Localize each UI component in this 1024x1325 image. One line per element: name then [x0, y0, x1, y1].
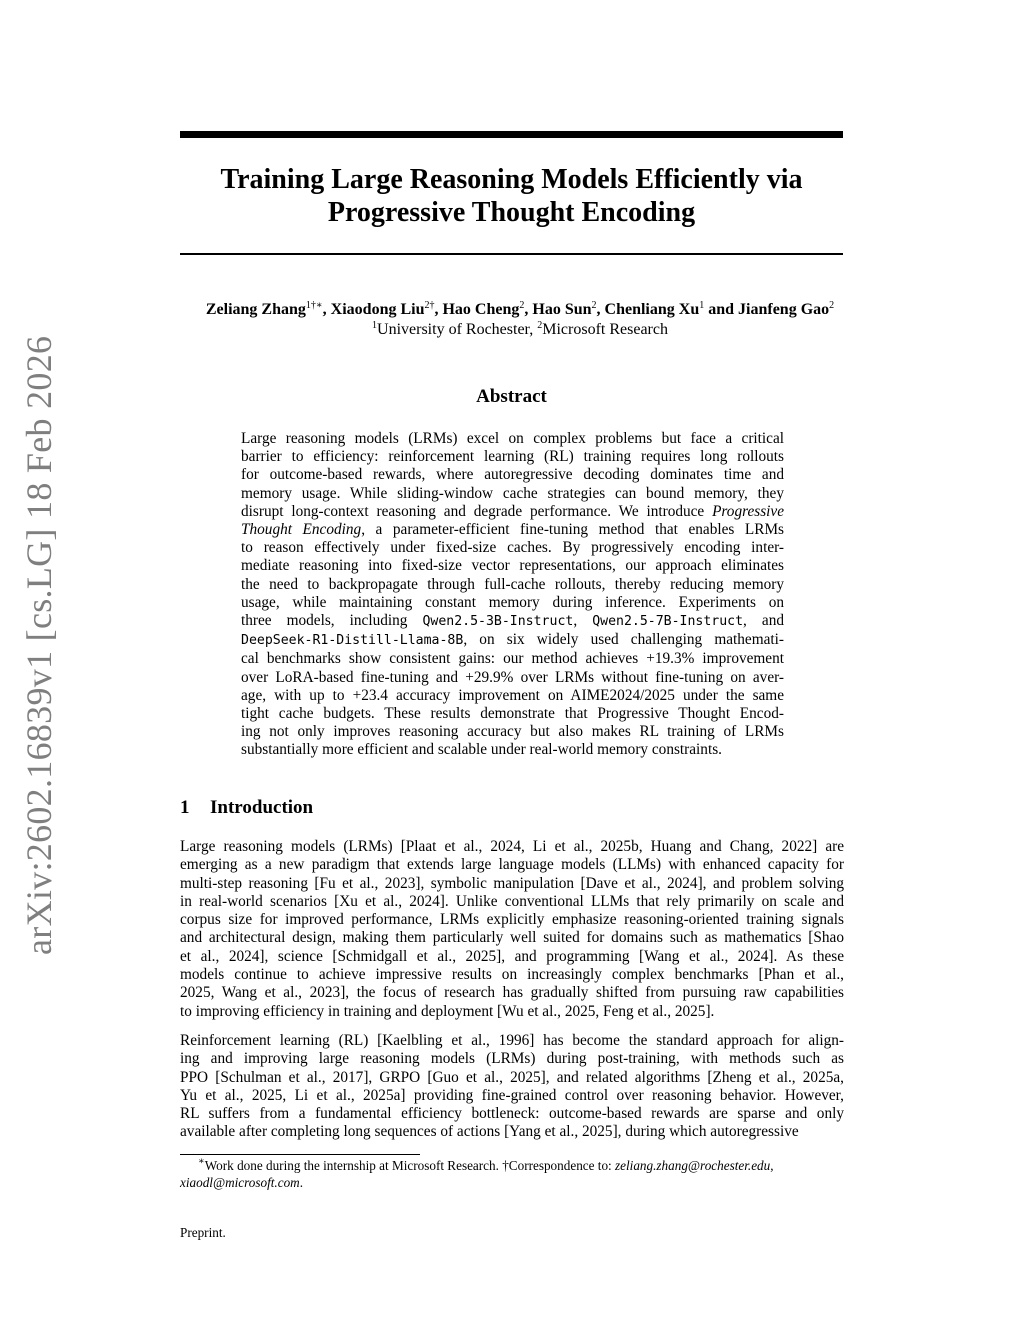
abstract-text: , — [573, 612, 593, 630]
abstract-line — [241, 669, 784, 687]
abstract-text: , a parameter-efficient fine-tuning method that enables LRMs — [361, 521, 784, 539]
footnote-text: ∗ — [198, 1156, 205, 1167]
footnote-text: . — [299, 1175, 303, 1190]
abstract-text: substantially more efficient and scalable under real-world memory constraints. — [241, 741, 722, 759]
title-line: Training Large Reasoning Models Efficiently via — [220, 164, 803, 195]
abstract-line — [241, 576, 784, 594]
author-affiliation-mark: 1†∗ — [305, 300, 323, 311]
abstract-line — [241, 466, 784, 484]
paragraph-line: and architectural design, making them particularly well suited for domains such as mathematics [Shao — [180, 929, 844, 947]
author-list — [120, 300, 920, 320]
author-separator: , — [322, 301, 331, 318]
author-name: Jianfeng Gao — [738, 301, 830, 318]
author-affiliation-mark: 2 — [591, 300, 597, 311]
author-affiliation-mark: 2 — [519, 300, 525, 311]
footnote-text: zeliang.zhang@rochester.edu — [615, 1158, 771, 1173]
abstract-text: tight cache budgets. These results demonstrate that Progressive Thought Encod- — [241, 705, 784, 723]
paragraph-line: models continue to achieve impressive results on increasingly complex benchmarks [Phan et al., — [180, 966, 844, 984]
abstract-text: ing not only improves reasoning accuracy but also makes RL training of LRMs — [241, 723, 784, 741]
footnote — [180, 1157, 844, 1191]
abstract-line — [241, 485, 784, 503]
abstract-line — [241, 705, 784, 723]
abstract-text: age, with up to +23.4 accuracy improvement on AIME2024/2025 under the same — [241, 686, 784, 704]
abstract-line — [241, 687, 784, 705]
section-title: Introduction — [210, 797, 314, 818]
abstract-line — [241, 557, 784, 575]
abstract-text: over LoRA-based fine-tuning and +29.9% over LRMs without fine-tuning on aver- — [241, 668, 784, 686]
paragraph-line: Reinforcement learning (RL) [Kaelbling et al., 1996] has become the standard approach for align- — [180, 1032, 844, 1049]
affiliation-mark: 1 — [372, 320, 378, 331]
abstract-text: cal benchmarks show consistent gains: our method achieves +19.3% improvement — [241, 650, 784, 668]
paragraph-line: Yu et al., 2025, Li et al., 2025a] providing fine-grained control over reasoning behavior. However, — [180, 1086, 844, 1104]
arxiv-identifier-stamp: arXiv:2602.16839v1 [cs.LG] 18 Feb 2026 — [19, 335, 59, 955]
affiliation-separator: , — [529, 321, 538, 338]
paragraph-line: ing and improving large reasoning models (LRMs) during post-training, with methods such as — [180, 1050, 844, 1068]
abstract-text: disrupt long-context reasoning and degrade performance. We introduce — [241, 502, 713, 520]
affiliation-name: Microsoft Research — [542, 321, 668, 338]
author-separator: and — [704, 301, 739, 318]
author-separator: , — [524, 301, 533, 318]
paragraph-line: 2025, Wang et al., 2023], the focus of research has gradually shifted from pursuing raw capabilities — [180, 984, 844, 1002]
paragraph-line: in real-world scenarios [Xu et al., 2024]. Unlike conventional LLMs that rely primarily on scale and — [180, 892, 844, 910]
paragraph-line: et al., 2024], science [Schmidgall et al., 2025], and programming [Wang et al., 2024]. As these — [180, 947, 844, 965]
footnote-text: , — [770, 1158, 774, 1173]
footnote-text: Work done during the internship at Microsoft Research. †Correspondence to: — [204, 1158, 616, 1173]
footnote-line — [180, 1174, 844, 1191]
paragraph-line: to improving efficiency in training and deployment [Wu et al., 2025, Feng et al., 2025]. — [180, 1002, 715, 1020]
abstract-text: usage, while maintaining constant memory during inference. Experiments on — [241, 593, 784, 611]
intro-paragraph-1 — [180, 838, 844, 1021]
abstract-text: mediate reasoning into fixed-size vector representations, our approach eliminates — [241, 557, 784, 575]
footnote-line — [180, 1157, 844, 1174]
footnote-text: xiaodl@microsoft.com — [180, 1175, 300, 1190]
affiliation-name: University of Rochester — [377, 321, 530, 338]
title-top-rule — [180, 131, 843, 138]
abstract-text: memory usage. While sliding-window cache strategies can bound memory, they — [241, 484, 784, 502]
paragraph-line: emerging as a new paradigm that extends large language models (LLMs) with enhanced capacity for — [180, 856, 844, 874]
abstract-line — [241, 650, 784, 668]
paragraph-line: available after completing long sequences of actions [Yang et al., 2025], during which autoregressive — [180, 1123, 799, 1141]
footnote-rule — [180, 1154, 420, 1155]
author-affiliation-mark: 2 — [829, 300, 835, 311]
abstract-body — [241, 430, 784, 760]
abstract-line — [241, 594, 784, 612]
author-affiliation-mark: 1 — [699, 300, 705, 311]
intro-paragraph-2 — [180, 1032, 844, 1142]
abstract-text: Thought Encoding — [241, 521, 362, 539]
abstract-text: , on six widely used challenging mathemati- — [463, 631, 784, 649]
abstract-text: Qwen2.5-7B-Instruct — [592, 614, 744, 630]
author-separator: , — [596, 301, 605, 318]
author-name: Hao Sun — [532, 301, 592, 318]
abstract-text: barrier to efficiency: reinforcement learning (RL) training requires long rollouts — [241, 448, 784, 466]
preprint-label: Preprint. — [180, 1225, 226, 1240]
paragraph-line: corpus size for improved performance, LRMs explicitly emphasize reasoning-oriented training signals — [180, 911, 844, 929]
paragraph-line: RL suffers from a fundamental efficiency bottleneck: outcome-based rewards are sparse and only — [180, 1105, 844, 1123]
affiliation-mark: 2 — [537, 320, 543, 331]
title-line: Progressive Thought Encoding — [327, 197, 696, 228]
abstract-line — [241, 448, 784, 466]
author-separator: , — [434, 301, 443, 318]
abstract-line — [241, 612, 784, 631]
abstract-text: Large reasoning models (LRMs) excel on complex problems but face a critical — [241, 430, 784, 447]
abstract-text: , and — [743, 612, 784, 630]
abstract-line — [241, 723, 784, 741]
author-affiliation-mark: 2† — [424, 300, 435, 311]
abstract-line — [241, 741, 784, 759]
abstract-line — [241, 539, 784, 557]
author-name: Hao Cheng — [442, 301, 520, 318]
abstract-line — [241, 631, 784, 650]
abstract-text: the need to backpropagate through full-cache rollouts, thereby reducing memory — [241, 575, 784, 593]
abstract-line — [241, 430, 784, 448]
paragraph-line: multi-step reasoning [Fu et al., 2023], symbolic manipulation [Dave et al., 2024], and problem solving — [180, 874, 844, 892]
section-number: 1 — [180, 797, 190, 818]
abstract-line — [241, 503, 784, 521]
author-name: Zeliang Zhang — [205, 301, 306, 318]
paragraph-line: Large reasoning models (LRMs) [Plaat et al., 2024, Li et al., 2025b, Huang and Chang, 2022] are — [180, 838, 844, 855]
section-heading-introduction — [180, 797, 313, 819]
abstract-text: Progressive — [712, 502, 784, 520]
abstract-text: DeepSeek-R1-Distill-Llama-8B — [241, 633, 464, 649]
paragraph-line: PPO [Schulman et al., 2017], GRPO [Guo et al., 2025], and related algorithms [Zheng et al., 2025a, — [180, 1068, 844, 1086]
title-bottom-rule — [180, 253, 843, 255]
abstract-text: Qwen2.5-3B-Instruct — [422, 614, 574, 630]
abstract-text: to reason effectively under fixed-size caches. By progressively encoding inter- — [241, 539, 784, 557]
paper-title — [180, 163, 843, 229]
author-name: Xiaodong Liu — [330, 301, 425, 318]
author-name: Chenliang Xu — [604, 301, 700, 318]
affiliation-list — [120, 320, 920, 340]
abstract-text: three models, including — [241, 612, 423, 630]
abstract-line — [241, 521, 784, 539]
abstract-text: for outcome-based rewards, where autoregressive decoding dominates time and — [241, 466, 784, 484]
abstract-heading: Abstract — [476, 386, 547, 407]
